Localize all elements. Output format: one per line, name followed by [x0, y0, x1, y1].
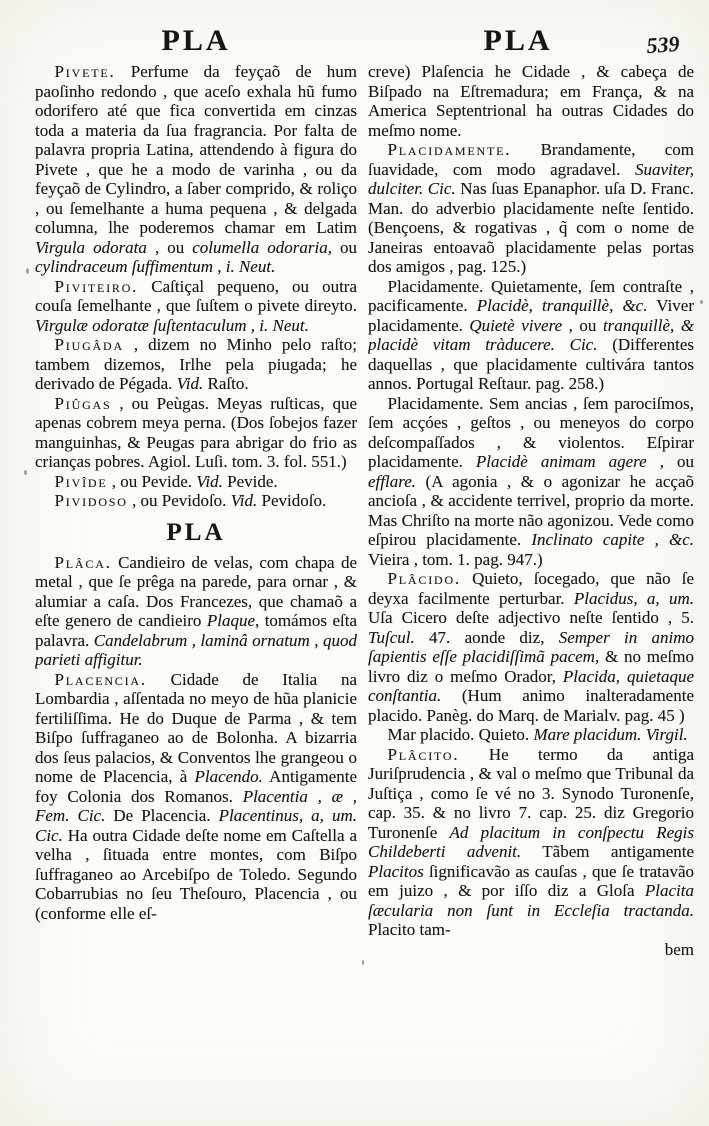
entry-word: Piûgas	[54, 393, 112, 413]
entry-paragraph	[35, 670, 357, 924]
text-run: Candieiro de velas, com chapa de metal , que ſe prêga na parede, para ornar , & alumiar a caſa. Dos Francezes, que chamaõ a eſte genero de candieiro	[35, 552, 357, 630]
text-run: , ou	[146, 237, 193, 257]
text-run: (Hum animo inalteradamente placido. Panèg. do Marq. de Marialv. pag. 45 )	[368, 686, 694, 725]
text-run: Vieira , tom. 1. pag. 947.)	[368, 549, 543, 569]
text-run: Tuſcul.	[368, 627, 415, 647]
entry-paragraph	[35, 62, 357, 277]
entry-paragraph	[35, 335, 357, 394]
text-run: , ou Pevide.	[107, 471, 197, 491]
entry-paragraph	[368, 140, 694, 277]
page-number: 539	[645, 30, 681, 59]
section-heading	[35, 518, 357, 548]
text-run: Ha outra Cidade deſte nome em Caſtella a velha , ſituada entre montes, com Biſpo ſuffraganeo ao Arcebiſpo de Toledo. Segundo Cobarrubias no ſeu Theſouro, Placencia , ou (conforme elle eſ-	[35, 825, 357, 923]
left-column	[35, 62, 357, 1116]
text-run: , tomámos eſta palavra.	[35, 611, 357, 650]
text-run: Antigamente foy Colonia dos Romanos.	[35, 767, 357, 806]
text-run: Plaque	[206, 611, 255, 630]
catchword	[368, 940, 694, 960]
text-run: Quieto, ſocegado, que não ſe deyxa facilmente perturbar.	[368, 569, 694, 608]
text-run: Virgulæ odoratæ ſuſtentaculum , i. Neut.	[35, 315, 309, 335]
entry-word: Piviteiro.	[54, 276, 139, 296]
text-run: , ou	[562, 315, 603, 335]
text-run: Placitos	[368, 861, 424, 881]
text-run: Quietè vivere	[469, 315, 563, 335]
text-run: He termo da antiga Juriſprudencia , & val o meſmo que Tribunal da Juſtiça , como ſe vé no 3. Synodo Turonenſe, cap. 35. & no livro 7. cap. 25. diz Gregorio Turonenſe	[368, 744, 694, 842]
text-run: Placidè, tranquillè, &c.	[476, 296, 648, 315]
text-run: Candelabrum , laminâ ornatum , quod parieti affigitur.	[35, 630, 357, 669]
entry-word: Placencia.	[54, 669, 147, 689]
text-run: Placito tam-	[368, 920, 451, 939]
entry-word: Pivîde	[54, 471, 108, 491]
text-run: Suaviter, dulciter. Cic.	[368, 159, 694, 198]
scan-speckle	[26, 268, 29, 274]
text-run: Placidè animam agere	[475, 452, 647, 471]
text-run: (A agonia , & o agonizar he acçaõ ancioſa , & accidente terrivel, proprio da morte. Mas Chriſto na morte não agonizou. Vede como eſpirou placidamente.	[368, 471, 694, 549]
scan-speckle	[362, 960, 364, 965]
text-run: cylindraceum ſuffimentum , i. Neut.	[35, 257, 276, 276]
text-run: ou	[331, 237, 357, 257]
text-run: Caſtiçal pequeno, ou outra couſa ſemelhante , que ſuſtem o pivete direyto.	[35, 276, 357, 315]
text-run: De Placencia.	[105, 806, 219, 825]
entry-word: Plâcito.	[387, 744, 460, 764]
text-run: Perfume da feyçaõ de hum paoſinho redondo , que aceſo exhala hũ fumo odorifero até que fica convertida em cinzas toda a materia da ſua fragrancia. Por falta de palavra propria Latina, attendendo à figura do Pivete , que he a modo de varinha , ou da feyçaõ de Cylindro, a ſaber comprido, & roliço , ou ſemelhante a huma pequena , & delgada columna, lhe poderemos chamar em Latim	[35, 62, 357, 237]
text-run: 47. aonde diz,	[414, 627, 559, 647]
text-run: Mare placidum. Virgil.	[533, 725, 688, 744]
entry-word: Plâcido.	[387, 569, 461, 588]
text-run: Tãbem antigamente	[521, 842, 694, 861]
text-run: , ou	[646, 452, 694, 471]
text-run: Semper in animo ſapientis eſſe placidiſſimã pacem,	[368, 627, 694, 666]
entry-paragraph	[368, 569, 694, 725]
text-run: creve) Plaſencia he Cidade , & cabeça de Biſpado na Eſtremadura; em França, & na America Septentrional ha outras Cidades do meſmo nome.	[368, 62, 694, 140]
text-run: ſignificavão as cauſas , que ſe tratavão em juizo , & por iſſo diz a Gloſa	[368, 861, 694, 900]
entry-paragraph	[35, 472, 357, 492]
running-head-right: PLA	[483, 24, 553, 57]
text-run: Pevide.	[222, 471, 278, 491]
entry-paragraph	[35, 491, 357, 511]
text-run: , dizem no Minho pelo raſto; tambem dizemos, Irlhe pela piugada; he derivado de Pégada.	[35, 335, 357, 393]
text-run: Placentinus, a, um. Cic.	[35, 806, 357, 845]
text-run: Inclinato capite , &c.	[531, 530, 694, 549]
text-run: Uſa Cicero deſte adjectivo neſte ſentido , 5.	[368, 608, 694, 627]
text-run: Pevidoſo.	[257, 491, 327, 510]
text-run: Placidamente. Quietamente, ſem contraſte , pacificamente.	[368, 276, 694, 315]
text-run: efflare.	[368, 471, 416, 491]
entry-paragraph	[368, 745, 694, 940]
entry-paragraph	[368, 277, 694, 394]
entry-word: Pividoso	[54, 491, 128, 510]
text-run: Placidus, a, um.	[573, 588, 694, 608]
text-run: Placita ſæcularia non ſunt in Eccleſia tractanda.	[368, 881, 694, 920]
text-run: Mar placido. Quieto.	[387, 725, 534, 744]
entry-word: Plâca.	[54, 552, 112, 572]
entry-paragraph	[35, 277, 357, 336]
entry-paragraph	[368, 394, 694, 570]
entry-paragraph	[35, 394, 357, 472]
entry-paragraph	[368, 62, 694, 140]
running-head-left: PLA	[161, 24, 231, 57]
text-run: Placidamente. Sem ancias , ſem parociſmos, ſem acçóes , geſtos , ou meneyos do corpo deſcompaſſados , & violentos. Eſpirar placidamente.	[368, 393, 694, 471]
text-run: Virgula odorata	[35, 237, 147, 257]
text-run: columella odoraria,	[192, 237, 332, 257]
text-run: Brandamente, com ſuavidade, com modo agradavel.	[368, 140, 694, 179]
text-run: Vid.	[230, 491, 258, 510]
text-run: Nas ſuas Epanaphor. uſa D. Franc. Man. do adverbio placidamente neſte ſentido. (Bençoens, & rogativas , q̃ com o nome de Janeiras entoavaõ placidamente pelas portas dos amigos , pag. 125.)	[368, 179, 694, 276]
text-run: Vid.	[176, 374, 204, 393]
text-run: & no meſmo livro diz o meſmo Orador,	[368, 647, 694, 686]
right-column	[368, 62, 694, 1116]
text-run: Viver placidamente.	[368, 296, 694, 335]
text-run: Vid.	[196, 471, 223, 491]
entry-paragraph	[35, 553, 357, 670]
text-run: PLA	[166, 518, 226, 546]
text-run: , ou Pevidoſo.	[127, 491, 231, 510]
entry-paragraph	[368, 725, 694, 745]
text-run: Ad placitum in conſpectu Regis Childeberti advenit.	[368, 822, 694, 861]
text-run: , ou Peùgas. Meyas ruſticas, que apenas cobrem meya perna. (Dos ſobejos fazer manguinhas, & Peugas para abrigar do frio as crianças pobres. Agiol. Luſi. tom. 3. fol. 551.)	[35, 393, 357, 471]
text-run: Placendo.	[194, 767, 263, 786]
text-run: Raſto.	[203, 374, 249, 393]
scan-speckle	[700, 300, 703, 304]
entry-word: Pivete.	[54, 62, 116, 81]
text-run: Cidade de Italia na Lombardia , aſſentada no meyo de hũa planicie fertiliſſima. He do Duque de Parma , & tem Biſpo ſuffraganeo ao de Bolonha. A bizarria dos ſeus palacios, & Conventos lhe grangeou o nome de Placencia, à	[35, 669, 357, 786]
text-run: Placida, quietaque conſtantia.	[368, 666, 694, 705]
entry-word: Placidamente.	[387, 140, 512, 159]
text-run: (Differentes daquellas , que placidamente cultivára tantos annos. Portugal Reſtaur. pag. 258.)	[368, 335, 694, 393]
text-run: bem	[664, 939, 694, 959]
text-run: tranquillè, & placidè vitam tràducere. Cic.	[368, 315, 694, 354]
text-run: Placentia , æ , Fem. Cic.	[35, 786, 357, 825]
scan-speckle	[24, 470, 27, 475]
entry-word: Piugâda	[54, 335, 124, 354]
